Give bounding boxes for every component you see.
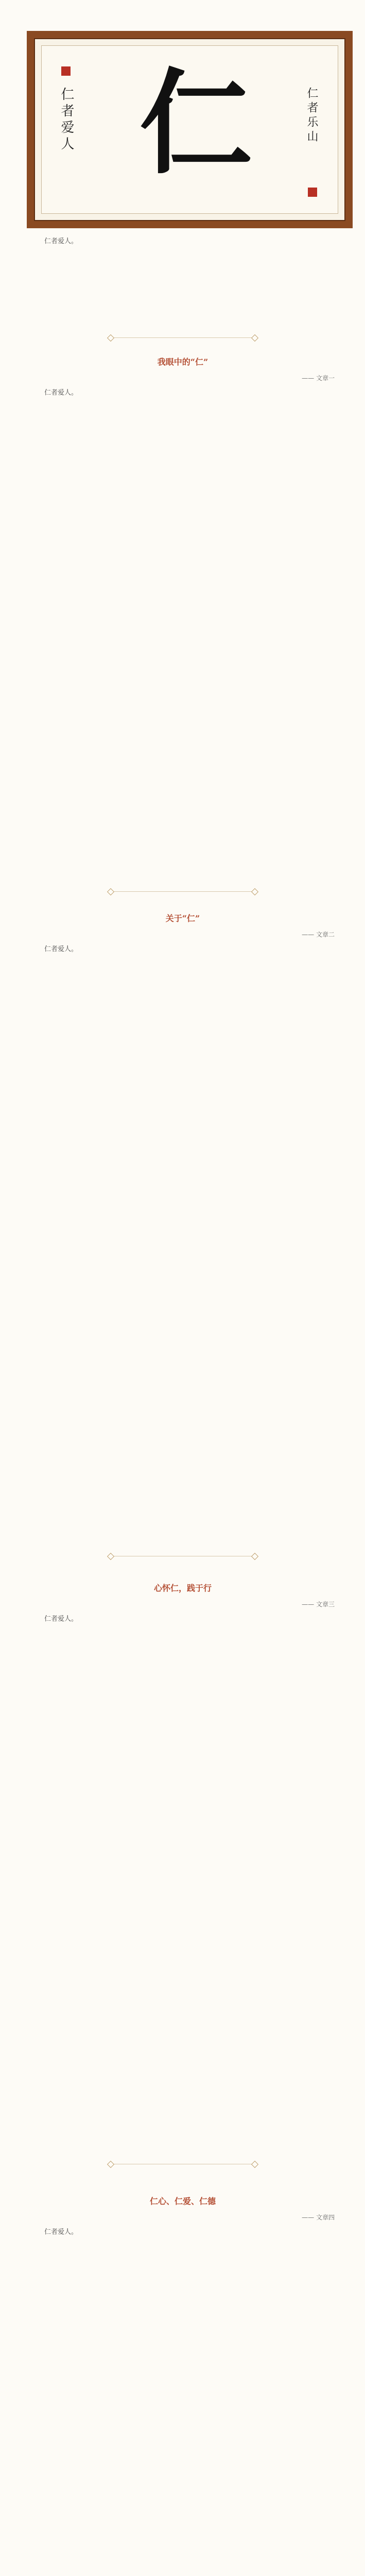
section-3 — [31, 1582, 335, 1629]
section-paragraph: 仁者爱人。 — [44, 389, 78, 397]
left-calligraphy: 仁者爱人 — [59, 87, 74, 153]
section-4 — [31, 2195, 335, 2242]
section-author: —— 文章一 — [302, 375, 335, 382]
section-2 — [31, 912, 335, 959]
calligraphy-frame — [27, 31, 353, 228]
section-paragraph: 仁者爱人。 — [44, 2228, 78, 2236]
section-paragraph: 仁者爱人。 — [44, 945, 78, 953]
right-calligraphy: 仁者乐山 — [305, 87, 318, 145]
section-author: —— 文章二 — [302, 931, 335, 938]
seal-stamp-icon — [61, 66, 71, 76]
seal-stamp-icon — [308, 188, 317, 197]
section-title: 我眼中的“仁” — [157, 357, 208, 367]
ren-character: 仁 — [139, 56, 253, 190]
section-divider — [113, 337, 252, 338]
section-1 — [31, 355, 335, 403]
section-author: —— 文章四 — [302, 2214, 335, 2221]
intro-paragraph: 仁者爱人。 — [44, 238, 78, 245]
calligraphy-paper — [41, 45, 338, 214]
section-title: 仁心、仁爱、仁德 — [149, 2196, 216, 2206]
section-author: —— 文章三 — [302, 1601, 335, 1608]
section-title: 关于“仁” — [165, 913, 200, 923]
section-divider — [113, 891, 252, 892]
section-paragraph: 仁者爱人。 — [44, 1615, 78, 1623]
section-title: 心怀仁，践于行 — [153, 1583, 212, 1593]
